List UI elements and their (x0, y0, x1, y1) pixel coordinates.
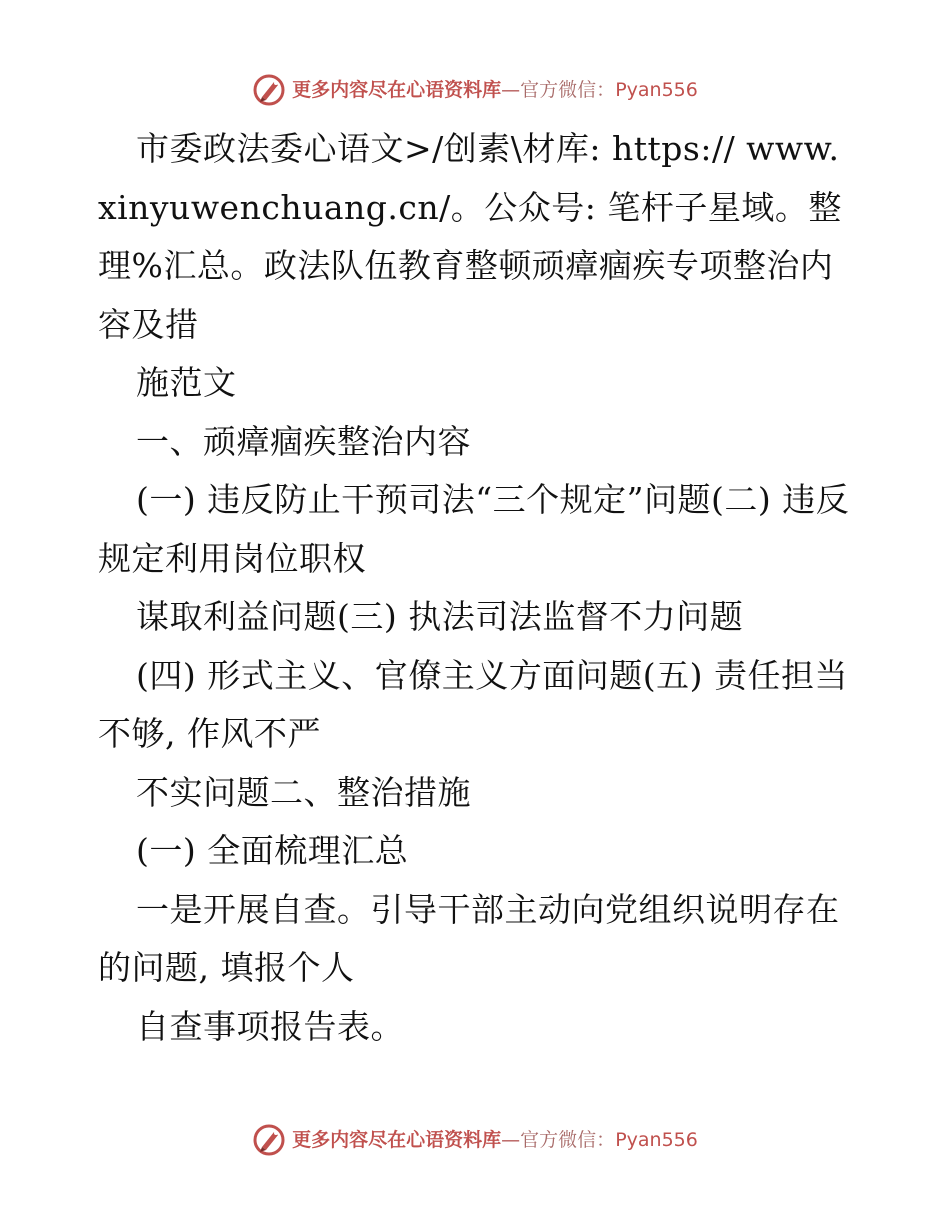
watermark-site-text: 更多内容尽在心语资料库 (292, 79, 502, 101)
paragraph-1: 市委政法委心语文>/创素\材库: https:// www.xinyuwenchuang.cn/。公众号: 笔杆子星域。整理%汇总。政法队伍教育整顿顽瘴痼疾专项整治内容及措 (98, 129, 842, 344)
watermark-site-text: 更多内容尽在心语资料库 (292, 1129, 502, 1151)
watermark-text (292, 1123, 698, 1157)
footer-watermark (0, 1120, 950, 1160)
pen-circle-logo-icon (252, 1123, 286, 1157)
watermark-wechat-id: Pyan556 (615, 79, 698, 101)
header-watermark (0, 70, 950, 110)
paragraph-5: 谋取利益问题(三) 执法司法监督不力问题 (136, 597, 744, 636)
watermark-separator: — (501, 1129, 521, 1151)
watermark-text (292, 73, 698, 107)
document-body (98, 120, 858, 1056)
watermark-wechat-label: 官方微信： (520, 1129, 616, 1151)
paragraph-9: 一是开展自查。引导干部主动向党组织说明存在的问题, 填报个人 (98, 889, 840, 987)
paragraph-10: 自查事项报告表。 (136, 1006, 404, 1046)
watermark-wechat-id: Pyan556 (615, 1129, 698, 1151)
pen-circle-logo-icon (252, 73, 286, 107)
paragraph-4: (一) 违反防止干预司法“三个规定”问题(二) 违反规定利用岗位职权 (98, 480, 850, 578)
paragraph-8: (一) 全面梳理汇总 (136, 831, 409, 870)
paragraph-7: 不实问题二、整治措施 (136, 772, 471, 812)
paragraph-2: 施范文 (136, 363, 237, 402)
paragraph-3: 一、顽瘴痼疾整治内容 (136, 421, 471, 461)
paragraph-6: (四) 形式主义、官僚主义方面问题(五) 责任担当不够, 作风不严 (98, 655, 848, 753)
watermark-separator: — (501, 79, 521, 101)
watermark-wechat-label: 官方微信： (520, 79, 616, 101)
